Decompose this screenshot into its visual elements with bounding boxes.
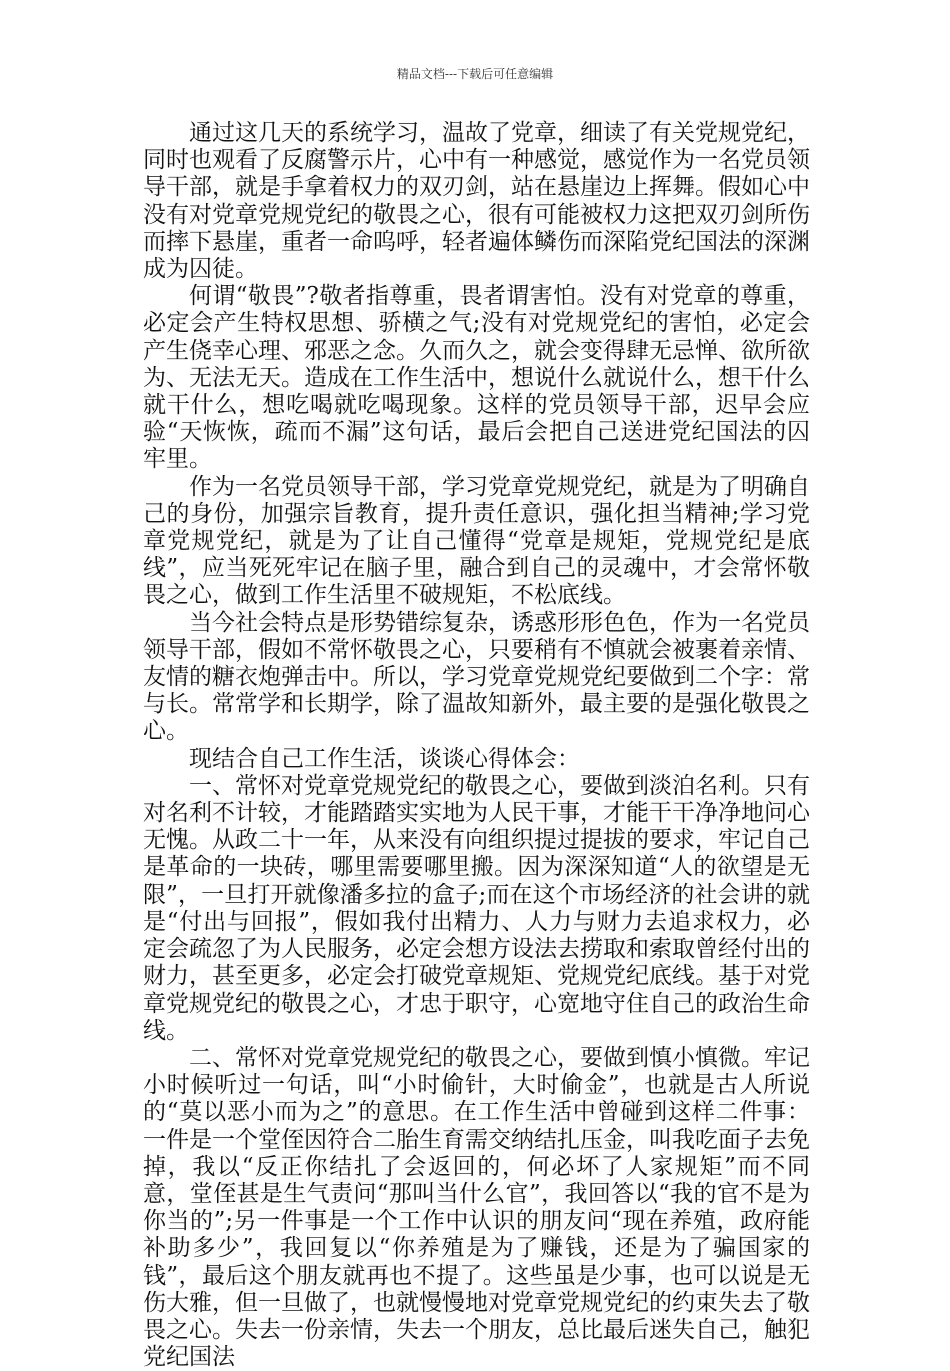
paragraph-4: 当今社会特点是形势错综复杂，诱惑形形色色，作为一名党员领导干部，假如不常怀敬畏之心，只要稍有不慎就会被裹着亲情、友情的糖衣炮弹击中。所以，学习党章党规党纪要做到二个字：常与长。常常学和长期学，除了温故知新外，最主要的是强化敬畏之心。 [143, 609, 810, 745]
paragraph-2: 何谓“敬畏”?敬者指尊重，畏者谓害怕。没有对党章的尊重，必定会产生特权思想、骄横之气;没有对党规党纪的害怕，必定会产生侥幸心理、邪恶之念。久而久之，就会变得肆无忌惮、欲所欲为、无法无天。造成在工作生活中，想说什么就说什么，想干什么就干什么，想吃喝就吃喝现象。这样的党员领导干部，迟早会应验“天恢恢，疏而不漏”这句话，最后会把自己送进党纪国法的囚牢里。 [143, 283, 810, 473]
document-body [143, 120, 810, 1371]
page-header: 精品文档---下载后可任意编辑 [396, 67, 554, 81]
paragraph-5: 现结合自己工作生活，谈谈心得体会： [189, 745, 580, 772]
paragraph-1: 通过这几天的系统学习，温故了党章，细读了有关党规党纪，同时也观看了反腐警示片，心中有一种感觉，感觉作为一名党员领导干部，就是手拿着权力的双刃剑，站在悬崖边上挥舞。假如心中没有对党章党规党纪的敬畏之心，很有可能被权力这把双刃剑所伤而摔下悬崖，重者一命呜呼，轻者遍体鳞伤而深陷党纪国法的深渊成为囚徒。 [143, 120, 810, 283]
paragraph-6: 一、常怀对党章党规党纪的敬畏之心，要做到淡泊名利。只有对名利不计较，才能踏踏实实地为人民干事，才能干干净净地问心无愧。从政二十一年，从来没有向组织提过提拔的要求，牢记自己是革命的一块砖，哪里需要哪里搬。因为深深知道“人的欲望是无限”，一旦打开就像潘多拉的盒子;而在这个市场经济的社会讲的就是“付出与回报”，假如我付出精力、人力与财力去追求权力，必定会疏忽了为人民服务，必定会想方设法去捞取和索取曾经付出的财力，甚至更多，必定会打破党章规矩、党规党纪底线。基于对党章党规党纪的敬畏之心，才忠于职守，心宽地守住自己的政治生命线。 [143, 772, 810, 1044]
paragraph-7: 二、常怀对党章党规党纪的敬畏之心，要做到慎小慎微。牢记小时候听过一句话，叫“小时偷针，大时偷金”，也就是古人所说的“莫以恶小而为之”的意思。在工作生活中曾碰到这样二件事：一件是一个堂侄因符合二胎生育需交纳结扎压金，叫我吃面子去免掉，我以“反正你结扎了会返回的，何必坏了人家规矩”而不同意，堂侄甚是生气责问“那叫当什么官”，我回答以“我的官不是为你当的”;另一件事是一个工作中认识的朋友问“现在养殖，政府能补助多少”，我回复以“你养殖是为了赚钱，还是为了骗国家的钱”，最后这个朋友就再也不提了。这些虽是少事，也可以说是无伤大雅，但一旦做了，也就慢慢地对党章党规党纪的约束失去了敬畏之心。失去一份亲情，失去一个朋友，总比最后迷失自己，触犯党纪国法 [143, 1044, 810, 1371]
paragraph-3: 作为一名党员领导干部，学习党章党规党纪，就是为了明确自己的身份，加强宗旨教育，提升责任意识，强化担当精神;学习党章党规党纪，就是为了让自己懂得“党章是规矩，党规党纪是底线”，应当死死牢记在脑子里，融合到自己的灵魂中，才会常怀敬畏之心，做到工作生活里不破规矩，不松底线。 [143, 473, 810, 609]
